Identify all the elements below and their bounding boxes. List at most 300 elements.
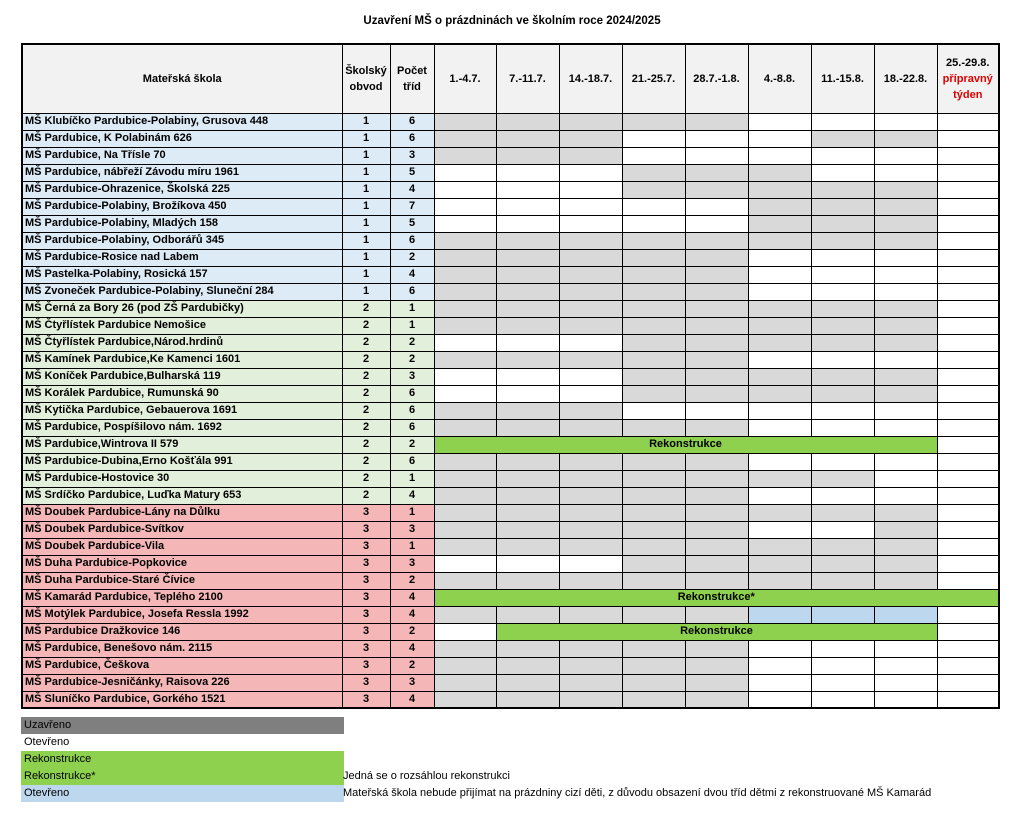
open-cell (874, 283, 937, 300)
open-cell (874, 164, 937, 181)
open-cell (937, 657, 999, 674)
table-row (22, 623, 999, 640)
open-cell (811, 113, 874, 130)
closed-cell (434, 300, 496, 317)
school-district: 1 (342, 283, 390, 300)
legend-label: Uzavřeno (21, 717, 344, 734)
closed-cell (434, 266, 496, 283)
closed-cell (811, 385, 874, 402)
open-cell (559, 555, 622, 572)
class-count: 6 (390, 453, 434, 470)
renovation-cell: Rekonstrukce (434, 436, 937, 453)
closed-cell (874, 385, 937, 402)
open-no-external-cell (748, 606, 811, 623)
school-district: 3 (342, 538, 390, 555)
open-cell (622, 198, 685, 215)
renovation-cell: Rekonstrukce* (434, 589, 999, 606)
open-cell (874, 691, 937, 708)
school-district: 3 (342, 674, 390, 691)
open-cell (874, 266, 937, 283)
closed-cell (496, 317, 559, 334)
closed-cell (622, 419, 685, 436)
school-name: MŠ Čtyřlístek Pardubice,Národ.hrdinů (22, 334, 342, 351)
header-classes: Počet tříd (390, 44, 434, 113)
closed-cell (434, 130, 496, 147)
closed-cell (622, 232, 685, 249)
table-row (22, 589, 999, 606)
legend-label: Otevřeno (21, 785, 344, 802)
closed-cell (685, 606, 748, 623)
open-cell (559, 215, 622, 232)
closed-cell (559, 674, 622, 691)
school-name: MŠ Pardubice-Ohrazenice, Školská 225 (22, 181, 342, 198)
closed-cell (622, 334, 685, 351)
closed-cell (622, 487, 685, 504)
class-count: 2 (390, 249, 434, 266)
school-name: MŠ Pardubice-Polabiny, Mladých 158 (22, 215, 342, 232)
school-name: MŠ Korálek Pardubice, Rumunská 90 (22, 385, 342, 402)
closed-cell (434, 538, 496, 555)
table-row (22, 504, 999, 521)
school-name: MŠ Motýlek Pardubice, Josefa Ressla 1992 (22, 606, 342, 623)
closed-cell (874, 334, 937, 351)
class-count: 2 (390, 436, 434, 453)
open-cell (496, 164, 559, 181)
closed-cell (434, 674, 496, 691)
closure-table (21, 43, 1000, 709)
open-cell (937, 300, 999, 317)
closed-cell (559, 300, 622, 317)
closed-cell (434, 351, 496, 368)
open-cell (434, 368, 496, 385)
school-name: MŠ Pardubice-Rosice nad Labem (22, 249, 342, 266)
closed-cell (496, 640, 559, 657)
school-name: MŠ Klubíčko Pardubice-Polabiny, Grusova 448 (22, 113, 342, 130)
open-cell (937, 436, 999, 453)
closed-cell (434, 419, 496, 436)
open-cell (748, 674, 811, 691)
legend-item (21, 768, 921, 785)
class-count: 2 (390, 657, 434, 674)
closed-cell (622, 181, 685, 198)
open-cell (811, 351, 874, 368)
legend-label: Rekonstrukce* (21, 768, 344, 785)
closed-cell (496, 504, 559, 521)
school-district: 3 (342, 606, 390, 623)
school-district: 1 (342, 181, 390, 198)
closed-cell (622, 640, 685, 657)
closed-cell (434, 317, 496, 334)
school-name: MŠ Sluníčko Pardubice, Gorkého 1521 (22, 691, 342, 708)
table-row (22, 198, 999, 215)
school-name: MŠ Pardubice, Pospíšilovo nám. 1692 (22, 419, 342, 436)
closed-cell (496, 266, 559, 283)
closed-cell (685, 640, 748, 657)
open-cell (874, 351, 937, 368)
closed-cell (685, 249, 748, 266)
class-count: 3 (390, 674, 434, 691)
closed-cell (748, 334, 811, 351)
header-week: 4.-8.8. (748, 44, 811, 113)
class-count: 4 (390, 640, 434, 657)
open-cell (874, 453, 937, 470)
open-cell (748, 266, 811, 283)
closed-cell (496, 283, 559, 300)
class-count: 2 (390, 351, 434, 368)
header-row (22, 44, 999, 113)
closed-cell (748, 317, 811, 334)
class-count: 5 (390, 215, 434, 232)
closed-cell (434, 657, 496, 674)
open-cell (685, 198, 748, 215)
table-row (22, 487, 999, 504)
header-week: 14.-18.7. (559, 44, 622, 113)
legend-label: Otevřeno (21, 734, 344, 751)
open-cell (748, 249, 811, 266)
school-name: MŠ Kytička Pardubice, Gebauerova 1691 (22, 402, 342, 419)
open-cell (874, 674, 937, 691)
school-district: 1 (342, 232, 390, 249)
table-row (22, 130, 999, 147)
school-name: MŠ Pardubice, Češkova (22, 657, 342, 674)
open-cell (937, 402, 999, 419)
closed-cell (434, 487, 496, 504)
class-count: 3 (390, 521, 434, 538)
table-row (22, 164, 999, 181)
closed-cell (622, 555, 685, 572)
closed-cell (496, 521, 559, 538)
closed-cell (559, 538, 622, 555)
header-week: 11.-15.8. (811, 44, 874, 113)
school-district: 3 (342, 657, 390, 674)
school-district: 3 (342, 521, 390, 538)
header-week: 18.-22.8. (874, 44, 937, 113)
open-cell (937, 453, 999, 470)
closed-cell (434, 283, 496, 300)
closed-cell (559, 453, 622, 470)
closed-cell (622, 164, 685, 181)
open-cell (559, 164, 622, 181)
table-row (22, 147, 999, 164)
closed-cell (622, 266, 685, 283)
table-row (22, 691, 999, 708)
open-cell (937, 130, 999, 147)
open-cell (748, 521, 811, 538)
closed-cell (748, 572, 811, 589)
legend-item (21, 785, 932, 802)
open-cell (937, 334, 999, 351)
school-name: MŠ Černá za Bory 26 (pod ZŠ Pardubičky) (22, 300, 342, 317)
open-cell (937, 215, 999, 232)
closed-cell (496, 674, 559, 691)
closed-cell (622, 674, 685, 691)
open-cell (748, 283, 811, 300)
school-district: 1 (342, 215, 390, 232)
header-week: 7.-11.7. (496, 44, 559, 113)
open-cell (937, 691, 999, 708)
school-district: 3 (342, 623, 390, 640)
school-name: MŠ Pardubice, nábřeží Závodu míru 1961 (22, 164, 342, 181)
school-district: 2 (342, 385, 390, 402)
page-title: Uzavření MŠ o prázdninách ve školním roce 2024/2025 (363, 15, 661, 27)
closed-cell (685, 317, 748, 334)
closed-cell (811, 368, 874, 385)
class-count: 2 (390, 334, 434, 351)
school-name: MŠ Kamínek Pardubice,Ke Kamenci 1601 (22, 351, 342, 368)
closed-cell (685, 164, 748, 181)
class-count: 6 (390, 232, 434, 249)
closed-cell (685, 453, 748, 470)
school-district: 1 (342, 198, 390, 215)
open-cell (748, 351, 811, 368)
closed-cell (685, 674, 748, 691)
closed-cell (496, 487, 559, 504)
closed-cell (559, 113, 622, 130)
school-district: 1 (342, 147, 390, 164)
open-cell (937, 504, 999, 521)
open-cell (748, 640, 811, 657)
open-no-external-cell (874, 606, 937, 623)
class-count: 3 (390, 368, 434, 385)
school-name: MŠ Pardubice-Polabiny, Brožíkova 450 (22, 198, 342, 215)
school-district: 2 (342, 368, 390, 385)
open-cell (937, 487, 999, 504)
closed-cell (496, 419, 559, 436)
closed-cell (559, 249, 622, 266)
table-row (22, 113, 999, 130)
closed-cell (874, 317, 937, 334)
closed-cell (496, 300, 559, 317)
closed-cell (748, 164, 811, 181)
school-district: 1 (342, 266, 390, 283)
legend-item (21, 734, 921, 751)
table-row (22, 453, 999, 470)
open-cell (874, 402, 937, 419)
open-cell (748, 147, 811, 164)
class-count: 6 (390, 130, 434, 147)
closed-cell (748, 198, 811, 215)
closed-cell (622, 470, 685, 487)
table-row (22, 334, 999, 351)
open-cell (811, 453, 874, 470)
closed-cell (874, 232, 937, 249)
class-count: 6 (390, 385, 434, 402)
closed-cell (559, 147, 622, 164)
closed-cell (434, 640, 496, 657)
open-cell (434, 334, 496, 351)
table-row (22, 674, 999, 691)
open-cell (874, 640, 937, 657)
open-no-external-cell (811, 606, 874, 623)
open-cell (622, 147, 685, 164)
open-cell (559, 368, 622, 385)
open-cell (434, 555, 496, 572)
closed-cell (622, 606, 685, 623)
closed-cell (811, 555, 874, 572)
last-week-dates: 25.-29.8. (946, 56, 990, 69)
open-cell (937, 266, 999, 283)
header-district: Školský obvod (342, 44, 390, 113)
closed-cell (434, 249, 496, 266)
table-row (22, 368, 999, 385)
open-cell (811, 147, 874, 164)
closed-cell (874, 538, 937, 555)
open-cell (937, 555, 999, 572)
open-cell (559, 181, 622, 198)
open-cell (685, 402, 748, 419)
table-row (22, 436, 999, 453)
table-row (22, 640, 999, 657)
closed-cell (559, 470, 622, 487)
closed-cell (685, 538, 748, 555)
closed-cell (748, 470, 811, 487)
open-cell (496, 198, 559, 215)
open-cell (937, 606, 999, 623)
open-cell (874, 487, 937, 504)
class-count: 1 (390, 470, 434, 487)
open-cell (434, 215, 496, 232)
open-cell (685, 215, 748, 232)
open-cell (874, 419, 937, 436)
school-name: MŠ Duha Pardubice-Popkovice (22, 555, 342, 572)
class-count: 6 (390, 283, 434, 300)
closed-cell (622, 300, 685, 317)
open-cell (937, 181, 999, 198)
closed-cell (685, 181, 748, 198)
closed-cell (559, 419, 622, 436)
open-cell (434, 623, 496, 640)
open-cell (937, 198, 999, 215)
renovation-cell: Rekonstrukce (496, 623, 937, 640)
closed-cell (685, 470, 748, 487)
school-district: 1 (342, 113, 390, 130)
closed-cell (685, 351, 748, 368)
open-cell (622, 215, 685, 232)
closed-cell (559, 521, 622, 538)
class-count: 4 (390, 691, 434, 708)
closed-cell (559, 351, 622, 368)
class-count: 1 (390, 504, 434, 521)
closed-cell (622, 657, 685, 674)
closed-cell (874, 215, 937, 232)
open-cell (811, 419, 874, 436)
open-cell (434, 164, 496, 181)
school-district: 2 (342, 487, 390, 504)
closed-cell (496, 572, 559, 589)
open-cell (874, 113, 937, 130)
closed-cell (622, 283, 685, 300)
open-cell (937, 351, 999, 368)
open-cell (748, 453, 811, 470)
closed-cell (622, 249, 685, 266)
closed-cell (811, 470, 874, 487)
table-row (22, 283, 999, 300)
class-count: 6 (390, 113, 434, 130)
closed-cell (622, 691, 685, 708)
closed-cell (811, 572, 874, 589)
school-name: MŠ Pardubice-Polabiny, Odborářů 345 (22, 232, 342, 249)
closed-cell (559, 572, 622, 589)
class-count: 1 (390, 317, 434, 334)
class-count: 4 (390, 181, 434, 198)
open-cell (937, 232, 999, 249)
open-cell (496, 555, 559, 572)
open-cell (748, 657, 811, 674)
school-district: 2 (342, 419, 390, 436)
school-district: 2 (342, 334, 390, 351)
closed-cell (685, 266, 748, 283)
class-count: 4 (390, 606, 434, 623)
closed-cell (748, 215, 811, 232)
header-week: 21.-25.7. (622, 44, 685, 113)
closed-cell (559, 657, 622, 674)
school-district: 3 (342, 504, 390, 521)
open-cell (937, 640, 999, 657)
closed-cell (748, 555, 811, 572)
closed-cell (559, 640, 622, 657)
class-count: 1 (390, 300, 434, 317)
school-district: 1 (342, 130, 390, 147)
closed-cell (685, 555, 748, 572)
closed-cell (685, 232, 748, 249)
open-cell (811, 164, 874, 181)
closed-cell (685, 419, 748, 436)
open-cell (496, 215, 559, 232)
school-district: 3 (342, 691, 390, 708)
closed-cell (811, 334, 874, 351)
closed-cell (811, 198, 874, 215)
closed-cell (622, 572, 685, 589)
open-cell (622, 402, 685, 419)
closed-cell (434, 521, 496, 538)
closed-cell (874, 300, 937, 317)
legend-note: Jedná se o rozsáhlou rekonstrukci (343, 770, 510, 782)
closed-cell (434, 504, 496, 521)
closed-cell (496, 402, 559, 419)
closed-cell (874, 504, 937, 521)
school-name: MŠ Pardubice-Hostovice 30 (22, 470, 342, 487)
table-row (22, 181, 999, 198)
open-cell (937, 538, 999, 555)
closed-cell (811, 232, 874, 249)
table-row (22, 351, 999, 368)
closed-cell (496, 538, 559, 555)
closed-cell (685, 572, 748, 589)
closed-cell (622, 538, 685, 555)
open-cell (748, 487, 811, 504)
closed-cell (811, 300, 874, 317)
closed-cell (748, 300, 811, 317)
closed-cell (874, 130, 937, 147)
table-row (22, 317, 999, 334)
open-cell (811, 691, 874, 708)
closed-cell (434, 147, 496, 164)
table-row (22, 215, 999, 232)
table-row (22, 521, 999, 538)
school-name: MŠ Pardubice-Jesničánky, Raisova 226 (22, 674, 342, 691)
open-cell (937, 521, 999, 538)
school-name: MŠ Čtyřlístek Pardubice Nemošice (22, 317, 342, 334)
closed-cell (559, 232, 622, 249)
open-cell (434, 198, 496, 215)
closed-cell (559, 266, 622, 283)
open-cell (937, 113, 999, 130)
open-cell (811, 657, 874, 674)
open-cell (937, 623, 999, 640)
open-cell (748, 691, 811, 708)
open-cell (937, 368, 999, 385)
table-row (22, 402, 999, 419)
